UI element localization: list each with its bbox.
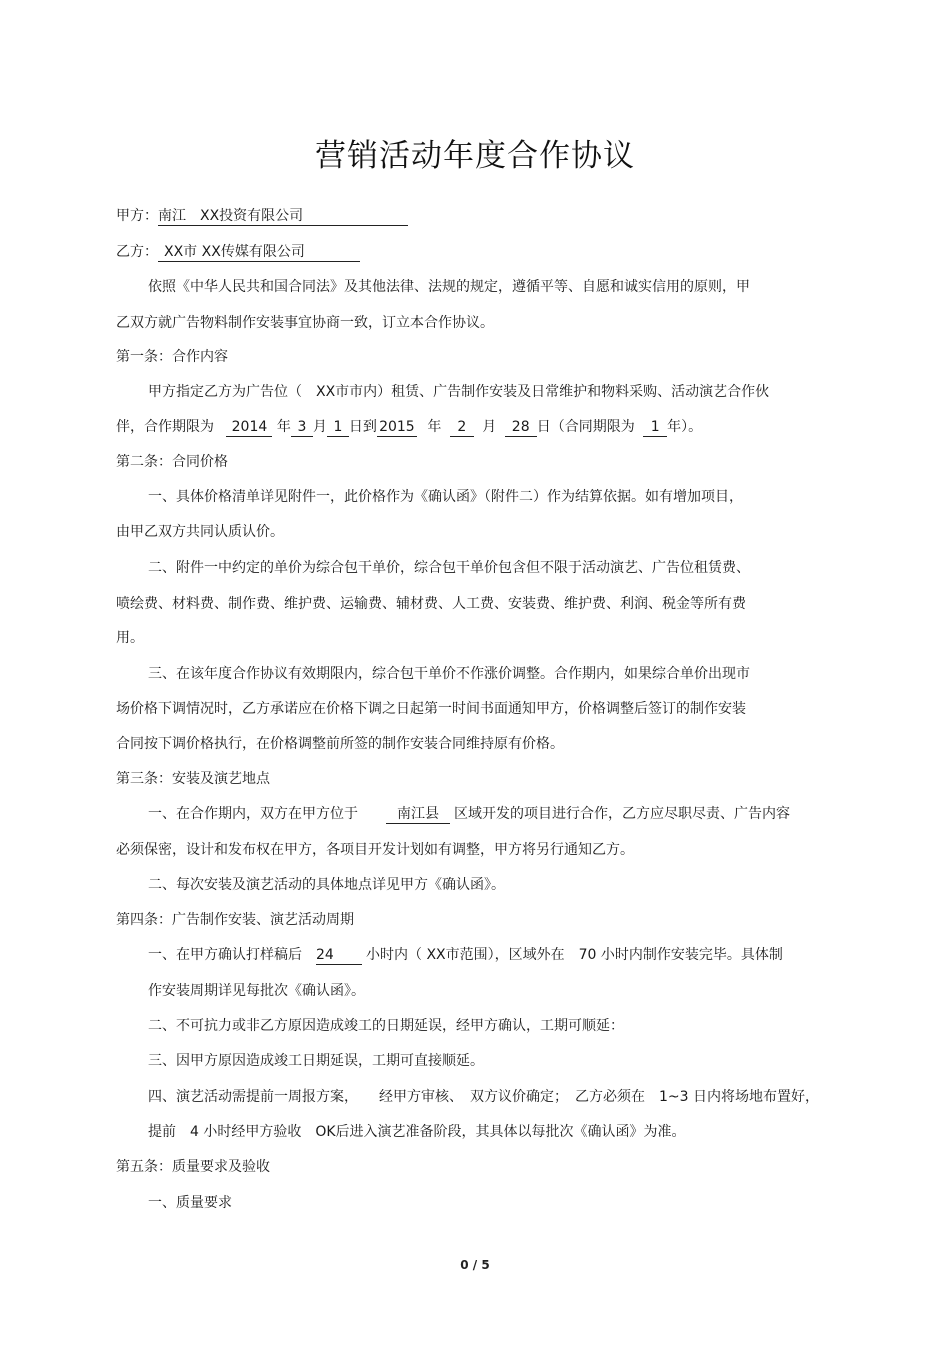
- page-number: 0 / 5: [460, 1258, 490, 1272]
- document-title: 营销活动年度合作协议: [315, 138, 635, 174]
- article-3-p2: 二、每次安装及演艺活动的具体地点详见甲方《确认函》。: [148, 877, 505, 893]
- article-2-p2-line-1: 二、附件一中约定的单价为综合包干单价，综合包干单价包含但不限于活动演艺、广告位租赁费、: [148, 560, 750, 576]
- article-3-heading: 第三条：安装及演艺地点: [116, 771, 270, 787]
- article-4-p4-line-1: 四、演艺活动需提前一周报方案， 经甲方审核、 双方议价确定； 乙方必须在 1~3 日内将场地布置好，: [148, 1089, 819, 1105]
- end-month-label: 月: [482, 419, 497, 435]
- article-2-p2-line-3: 用。: [116, 630, 144, 646]
- party-a-value: 南江 XX投资有限公司: [158, 207, 408, 226]
- article-2-p1-line-1: 一、具体价格清单详见附件一，此价格作为《确认函》（附件二）作为结算依据。如有增加项目，: [148, 489, 743, 505]
- article-4-p3: 三、因甲方原因造成竣工日期延误，工期可直接顺延。: [148, 1053, 484, 1069]
- article-1-line-2: [116, 417, 702, 437]
- article-3-p1-line-2: 必须保密，设计和发布权在甲方，各项目开发计划如有调整，甲方将另行通知乙方。: [116, 842, 634, 858]
- article-5-heading: 第五条：质量要求及验收: [116, 1159, 270, 1175]
- article-2-p3-line-3: 合同按下调价格执行，在价格调整前所签的制作安装合同维持原有价格。: [116, 736, 564, 752]
- article-4-p4-line-2: 提前 4 小时经甲方验收 OK后进入演艺准备阶段，其具体以每批次《确认函》为准。: [148, 1124, 686, 1140]
- hours-suffix: 小时内（ XX市范围），区域外在 70 小时内制作安装完毕。具体制: [366, 947, 783, 963]
- article-1-heading: 第一条：合作内容: [116, 349, 228, 365]
- article-2-p2-line-2: 喷绘费、材料费、制作费、维护费、运输费、辅材费、人工费、安装费、维护费、利润、税金等所有费: [116, 596, 746, 612]
- article-5-p1: 一、质量要求: [148, 1195, 232, 1211]
- location-field: 南江县: [386, 805, 450, 824]
- hours-prefix: 一、在甲方确认打样稿后: [148, 947, 302, 963]
- article-2-p1-line-2: 由甲乙双方共同认质认价。: [116, 524, 284, 540]
- article-4-heading: 第四条：广告制作安装、演艺活动周期: [116, 912, 354, 928]
- to-label: 日到: [348, 419, 377, 435]
- end-year-label: 年: [427, 419, 442, 435]
- year-label: 年: [276, 419, 291, 435]
- article-2-p3-line-2: 场价格下调情况时，乙方承诺应在价格下调之日起第一时间书面通知甲方，价格调整后签订的制作安装: [116, 701, 746, 717]
- term-prefix: 伴，合作期限为: [116, 419, 214, 435]
- location-suffix: 区域开发的项目进行合作，乙方应尽职尽责、广告内容: [454, 806, 790, 822]
- article-2-p3-line-1: 三、在该年度合作协议有效期限内，综合包干单价不作涨价调整。合作期内，如果综合单价出现市: [148, 666, 750, 682]
- term-length-field: 1: [643, 418, 667, 437]
- party-a-line: [116, 206, 408, 226]
- location-prefix: 一、在合作期内，双方在甲方位于: [148, 806, 358, 822]
- party-b-line: [116, 242, 360, 262]
- end-month-field: 2: [450, 418, 474, 437]
- article-4-p2: 二、不可抗力或非乙方原因造成竣工的日期延误，经甲方确认，工期可顺延：: [148, 1018, 624, 1034]
- intro-line-2: 乙双方就广告物料制作安装事宜协商一致，订立本合作协议。: [116, 315, 494, 331]
- article-4-p1-line-2: 作安装周期详见每批次《确认函》。: [148, 983, 365, 999]
- end-year-field: 2015: [377, 418, 417, 437]
- intro-line-1: 依照《中华人民共和国合同法》及其他法律、法规的规定，遵循平等、自愿和诚实信用的原则，甲: [148, 279, 750, 295]
- article-3-p1-line-1: [148, 804, 790, 824]
- article-4-p1-line-1: [148, 945, 783, 965]
- hours-field: 24: [316, 946, 362, 965]
- month-label: 月: [312, 419, 327, 435]
- term-length-prefix: 日（合同期限为: [536, 419, 635, 435]
- start-month-field: 3: [291, 418, 313, 437]
- end-day-field: 28: [505, 418, 537, 437]
- start-day-field: 1: [327, 418, 349, 437]
- party-a-label: 甲方：: [116, 208, 158, 224]
- party-b-label: 乙方：: [116, 244, 158, 260]
- article-2-heading: 第二条：合同价格: [116, 454, 228, 470]
- party-b-value: XX市 XX传媒有限公司: [158, 243, 360, 262]
- term-length-suffix: 年）。: [667, 419, 703, 435]
- article-1-line-1: 甲方指定乙方为广告位（ XX市市内）租赁、广告制作安装及日常维护和物料采购、活动演艺合作伙: [148, 384, 770, 400]
- start-year-field: 2014: [226, 418, 272, 437]
